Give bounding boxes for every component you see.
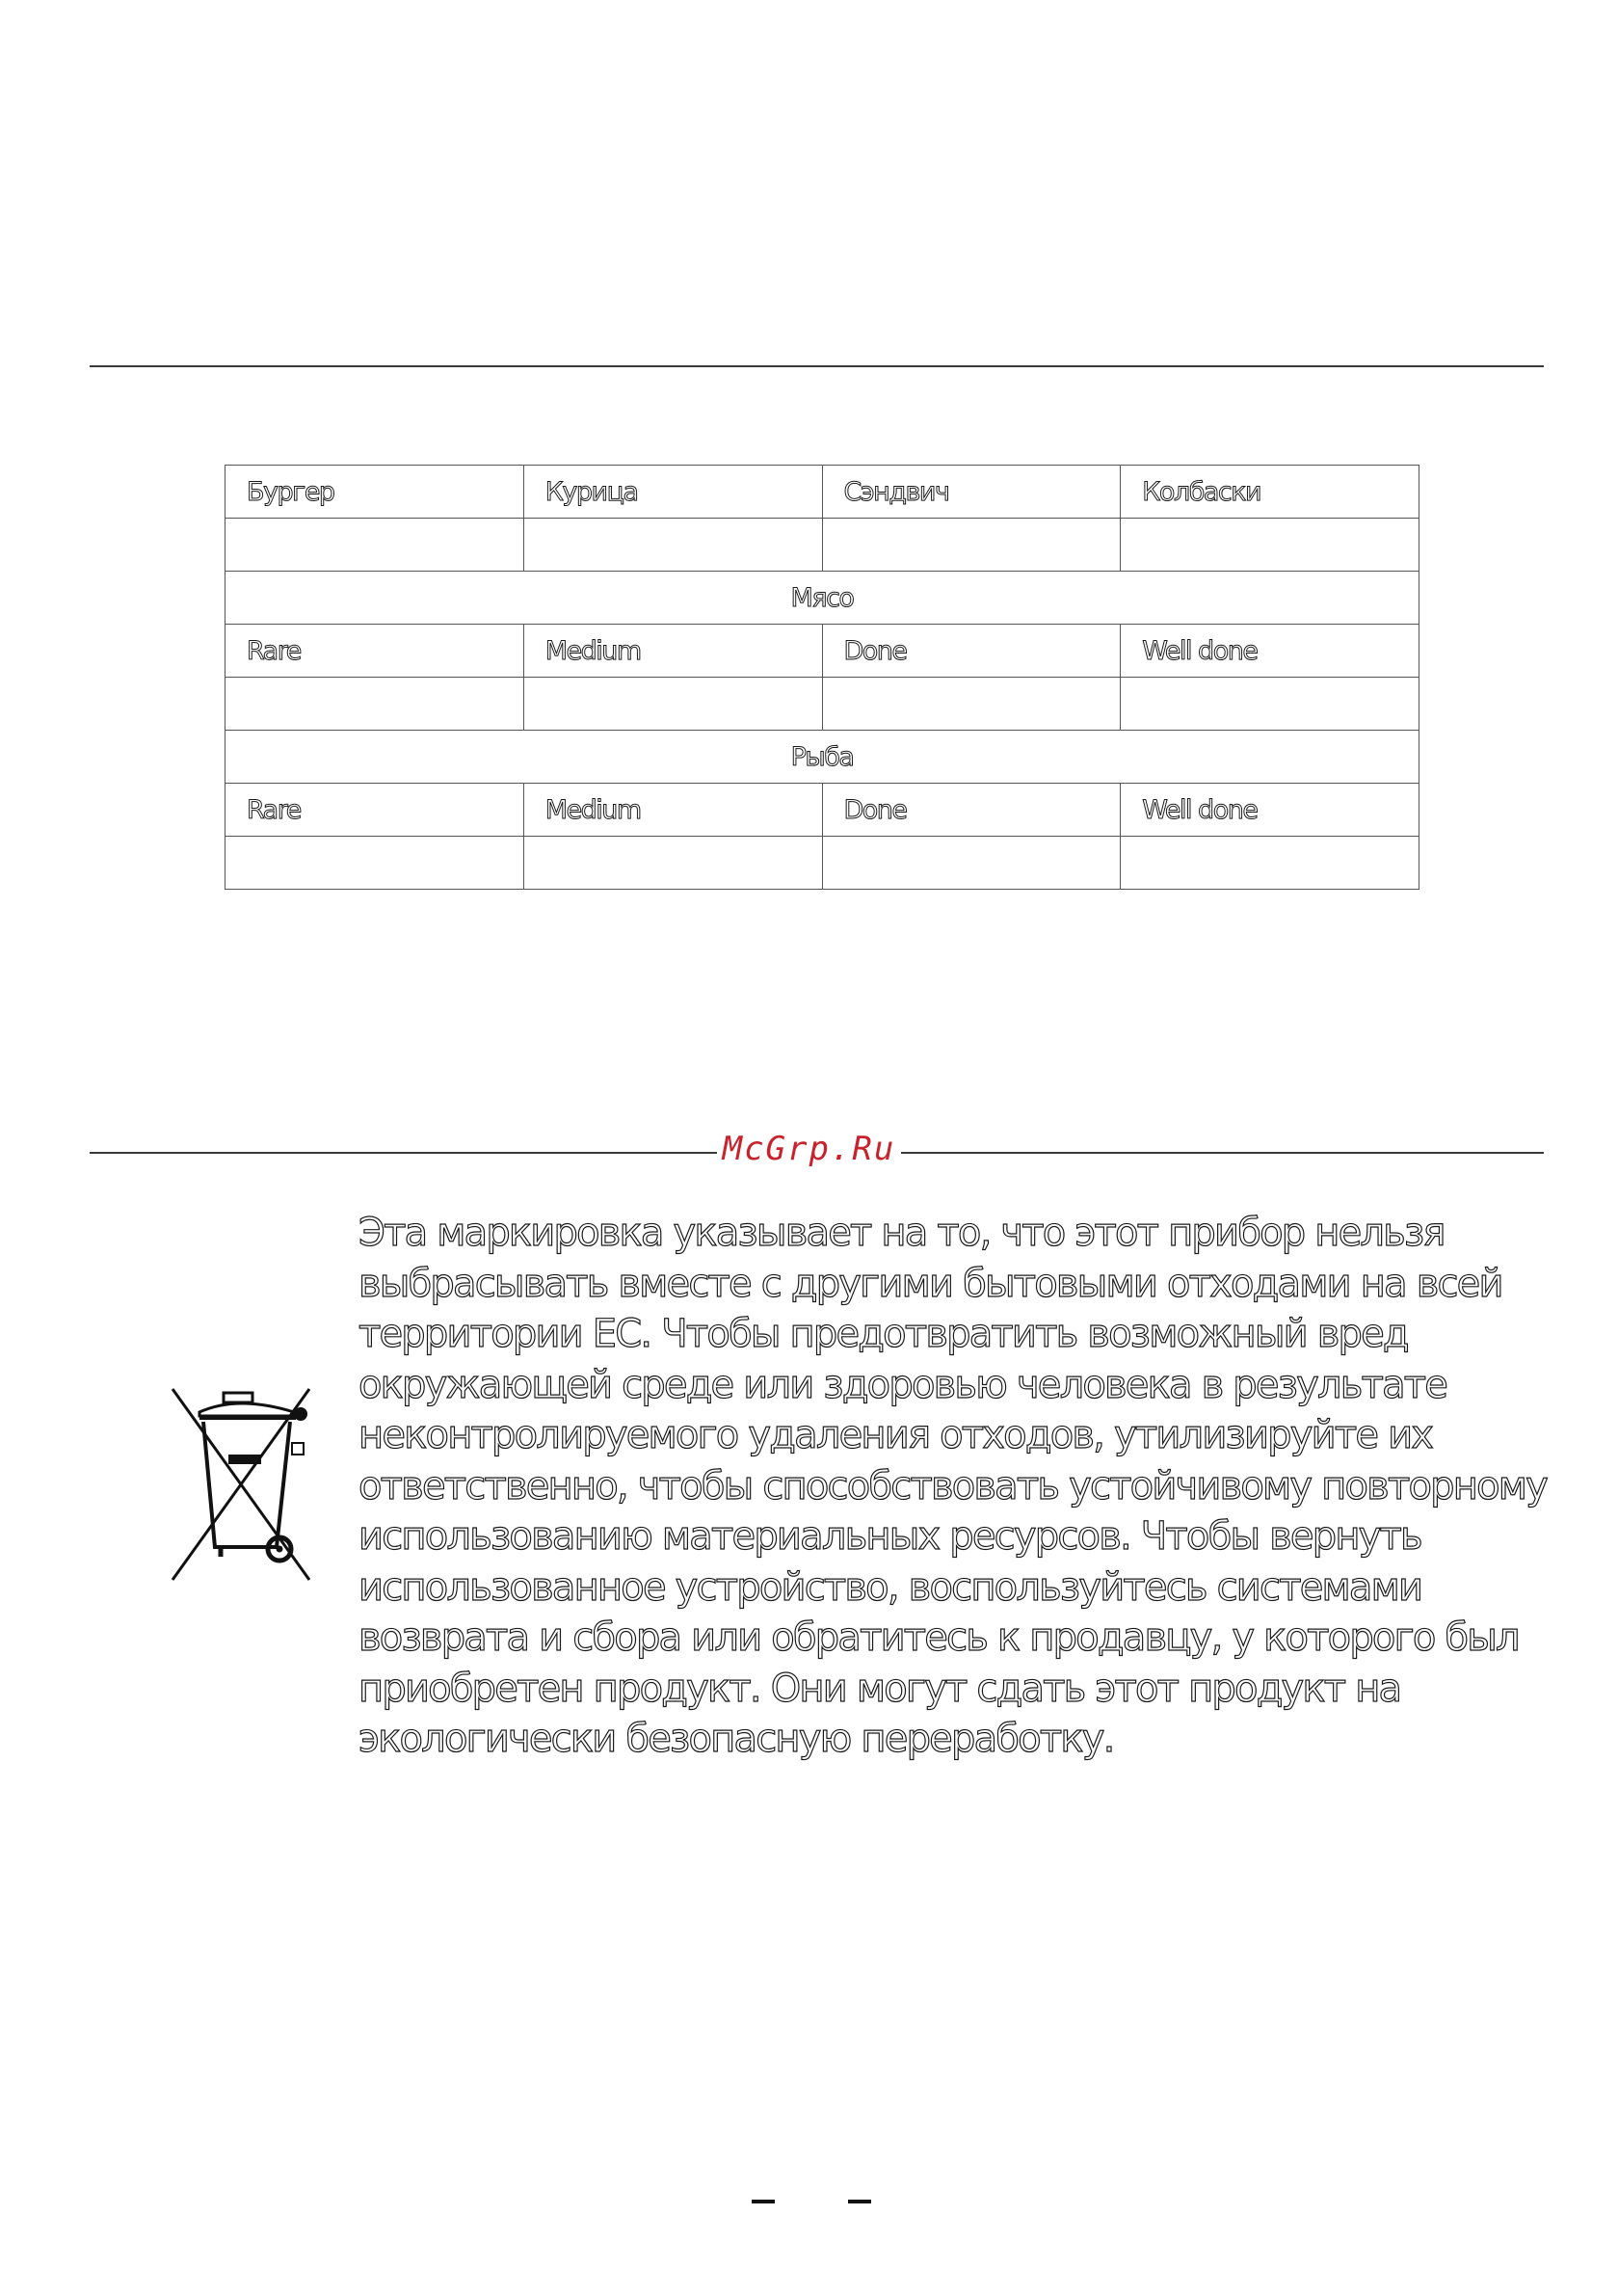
table-cell-empty <box>1121 837 1419 890</box>
table-cell: Курица <box>523 466 822 519</box>
top-divider <box>90 365 1544 367</box>
table-row <box>225 678 1419 731</box>
table-cell: Сэндвич <box>822 466 1121 519</box>
crossed-out-wheeled-bin-icon <box>169 1385 313 1584</box>
table-cell-empty <box>523 519 822 572</box>
table-row <box>225 837 1419 890</box>
table-cell: Well done <box>1121 625 1419 678</box>
watermark <box>0 1130 1618 1168</box>
notice-line: Эта маркировка указывает на то, что этот прибор нельзя <box>358 1211 1445 1255</box>
table-cell-empty <box>1121 519 1419 572</box>
notice-line: возврата и сбора или обратитесь к продавцу, у которого был <box>358 1615 1519 1660</box>
table-cell: Medium <box>523 625 822 678</box>
notice-line: приобретен продукт. Они могут сдать этот продукт на <box>358 1666 1401 1711</box>
table-cell: Rare <box>225 625 524 678</box>
table-row <box>225 625 1419 678</box>
table-cell: Колбаски <box>1121 466 1419 519</box>
table-cell-empty <box>1121 678 1419 731</box>
notice-line: экологически безопасную переработку. <box>358 1717 1114 1761</box>
table-cell-empty <box>822 837 1121 890</box>
table-row <box>225 466 1419 519</box>
table-cell-empty <box>523 678 822 731</box>
page-number-dash-right <box>848 2200 871 2203</box>
page-number-dash-left <box>752 2200 775 2203</box>
table-cell: Done <box>822 784 1121 837</box>
table-row <box>225 784 1419 837</box>
disposal-notice <box>358 1208 1573 1765</box>
section-header-meat: Мясо <box>225 572 1419 625</box>
notice-line: выбрасывать вместе с другими бытовыми отходами на всей <box>358 1261 1502 1306</box>
table-cell-empty <box>822 519 1121 572</box>
table-cell-empty <box>822 678 1121 731</box>
table-row <box>225 731 1419 784</box>
table-cell-empty <box>523 837 822 890</box>
table-cell-empty <box>225 837 524 890</box>
section-header-fish: Рыба <box>225 731 1419 784</box>
notice-line: ответственно, чтобы способствовать устойчивому повторному <box>358 1463 1547 1508</box>
watermark-text: McGrp.Ru <box>717 1130 902 1168</box>
notice-line: неконтролируемого удаления отходов, утилизируйте их <box>358 1413 1433 1457</box>
table-row <box>225 572 1419 625</box>
notice-line: использованию материальных ресурсов. Чтобы вернуть <box>358 1514 1421 1559</box>
table-cell-empty <box>225 678 524 731</box>
table-cell: Medium <box>523 784 822 837</box>
table-cell: Done <box>822 625 1121 678</box>
table-cell: Well done <box>1121 784 1419 837</box>
notice-line: территории ЕС. Чтобы предотвратить возможный вред <box>358 1312 1408 1356</box>
table-cell: Бургер <box>225 466 524 519</box>
table-cell: Rare <box>225 784 524 837</box>
notice-line: использованное устройство, воспользуйтесь системами <box>358 1564 1422 1610</box>
table-cell-empty <box>225 519 524 572</box>
table-row <box>225 519 1419 572</box>
cooking-levels-table <box>225 465 1419 890</box>
notice-line: окружающей среде или здоровью человека в результате <box>358 1362 1447 1407</box>
bottom-divider <box>90 1152 1544 1154</box>
